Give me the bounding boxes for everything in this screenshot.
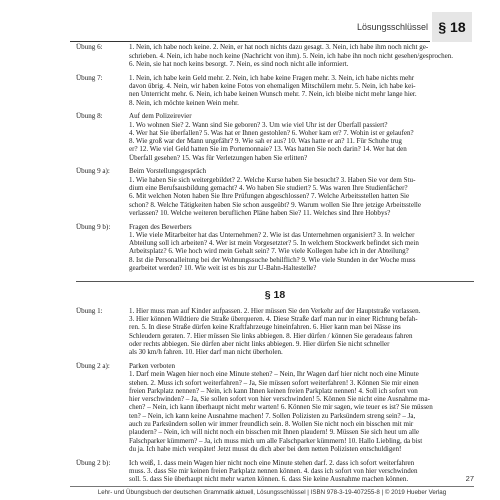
header-label: Lösungsschlüssel: [356, 22, 428, 32]
footer-text: Lehr- und Übungsbuch der deutschen Grammatik aktuell, Lösungsschlüssel | ISBN 978-3-19-407255-8 | © 2019 Hueber Verlag: [97, 489, 447, 496]
exercise-answer: [129, 74, 474, 107]
exercise-answer: [129, 167, 474, 217]
answer-line: 1. Wo wohnen Sie? 2. Wann sind Sie geboren? 3. Um wie viel Uhr ist der Überfall passiert?: [129, 120, 388, 129]
answer-line: 1. Wie viele Mitarbeiter hat das Unternehmen? 2. Wie ist das Unternehmen organisiert? 3. In welcher: [129, 230, 415, 239]
answer-line: verlassen? 10. Welche weiteren beruflichen Pläne haben Sie? 11. Welches sind Ihre Hobbys?: [129, 208, 391, 217]
exercise-label: Übung 6:: [76, 43, 103, 52]
answer-line: Falschparker kümmern? – Ja, ich muss mich um alle Falschparker kümmern! 10. Hallo Liebling, da bist: [129, 436, 423, 445]
exercise-label: Übung 2 b):: [76, 458, 111, 467]
answer-line: freien Parkplatz nennen? – Nein, ich kann Ihnen keinen freien Parkplatz nennen! 4. Soll ich sofort von: [129, 386, 418, 395]
answer-line: Parken verboten: [129, 361, 175, 370]
answer-line: auch zu Parksündern sollen wir immer freundlich sein. 8. Wollen Sie nicht noch ein bisschen mit mir: [129, 420, 414, 429]
answer-line: ren. 5. In diese Straße dürfen keine Kraftfahrzeuge hineinfahren. 6. Hier kann man bei Nässe ins: [129, 323, 401, 332]
answer-line: 1. Nein, ich habe kein Geld mehr. 2. Nein, ich habe keine Fragen mehr. 3. Nein, ich habe nichts mehr: [129, 73, 415, 82]
exercise-block: [76, 112, 474, 162]
answer-line: Schleudern geraten. 7. Hier müssen Sie links abbiegen. 8. Hier dürfen / können Sie geradeaus fahren: [129, 331, 413, 340]
answer-line: plaudern? – Nein, ich will nicht noch ein bisschen mit Ihnen plaudern! 9. Müssen Sie sich heut um alle: [129, 428, 420, 437]
exercise-answer: [129, 223, 474, 273]
answer-line: du ja. Ich habe mich verspätet! Jetzt musst du dich aber bei dem netten Polizisten entschuldigen!: [129, 444, 402, 453]
exercise-block: [76, 223, 474, 273]
answer-line: Fragen des Bewerbers: [129, 222, 192, 231]
answer-line: 8. Nein, ich möchte keinen Wein mehr.: [129, 98, 239, 107]
answer-line: ten? – Nein, ich kann keine Ausnahme machen! 7. Sollen Polizisten zu Parksündern streng sein? – Ja,: [129, 411, 416, 420]
section-badge: § 18: [432, 12, 472, 42]
answer-line: 1. Hier muss man auf Kinder aufpassen. 2. Hier müssen Sie den Verkehr auf der Hauptstraße vorlassen.: [129, 306, 421, 315]
page-footer: [70, 474, 474, 496]
exercise-label: Übung 2 a):: [76, 361, 110, 370]
footer-rule: [70, 486, 474, 487]
answer-line: dium eine Berufsausbildung gemacht? 4. Wo haben Sie studiert? 5. Was waren Ihre Studienfächer?: [129, 184, 408, 193]
answer-line: Überfall gesehen? 15. Was für Verletzungen haben Sie erlitten?: [129, 153, 308, 162]
answer-line: davon übrig. 4. Nein, wir haben keine Fotos von ehemaligen Mitschülern mehr. 5. Nein, ich habe kei-: [129, 81, 416, 90]
answer-line: Ich weiß, 1. dass mein Wagen hier nicht noch eine Minute stehen darf. 2. dass ich sofort weiterfahren: [129, 458, 415, 467]
exercise-answer: [129, 362, 474, 453]
page-number: 27: [465, 474, 474, 483]
exercise-answer: [129, 112, 474, 162]
answer-line: chen? – Nein, ich kann überhaupt nicht mehr warten! 6. Können Sie mir sagen, wie teuer es ist? Sie müssen: [129, 403, 433, 412]
exercise-block: [76, 43, 474, 68]
answer-line: schrieben. 4. Nein, ich habe noch keine (Nachricht von ihm). 5. Nein, ich habe ihn noch nicht gesehen/gesprochen.: [129, 51, 454, 60]
exercise-block: [76, 167, 474, 217]
section-18-title: § 18: [264, 289, 286, 302]
answer-line: 6. Nein, sie hat noch keins besorgt. 7. Nein, es sind noch nicht alle informiert.: [129, 59, 349, 68]
exercise-label: Übung 7:: [76, 73, 103, 82]
answer-line: 3. Hier können Wildtiere die Straße überqueren. 4. Diese Straße darf man nur in einer Richtung befah-: [129, 315, 418, 324]
answer-line: 8. Wie groß war der Mann ungefähr? 9. Wie sah er aus? 10. Was hatte er an? 11. Für Schuhe trug: [129, 137, 402, 146]
answer-line: 1. Nein, ich habe noch keine. 2. Nein, er hat noch nichts dazu gesagt. 3. Nein, ich habe ihm noch nicht ge-: [129, 43, 429, 52]
answer-line: Abteilung soll ich arbeiten? 4. Wer ist mein Vorgesetzter? 5. In welchem Stockwerk befindet sich mein: [129, 239, 419, 248]
exercise-block: [76, 74, 474, 107]
answer-line: nen Unterricht mehr. 6. Nein, ich habe keinen Wunsch mehr. 7. Nein, ich bleibe nicht mehr lange hier.: [129, 90, 417, 99]
exercise-label: Übung 9 a):: [76, 167, 110, 176]
answer-line: er? 12. Wie viel Geld hatten Sie im Portemonnaie? 13. Was hatten Sie noch darin? 14. Wer hat den: [129, 145, 407, 154]
answer-line: oder rechts abbiegen. Sie dürfen aber nicht links abbiegen. 9. Hier dürfen Sie nicht schneller: [129, 339, 390, 348]
answer-line: 6. Mit welchen Noten haben Sie Ihre Prüfungen abgeschlossen? 7. Welche Arbeitsstellen hatten Sie: [129, 192, 410, 201]
exercise-label: Übung 8:: [76, 112, 103, 121]
exercise-answer: [129, 307, 474, 357]
exercise-label: Übung 9 b):: [76, 222, 111, 231]
page-content: [76, 38, 474, 483]
exercises-section-17: [76, 43, 474, 272]
answer-line: gearbeitet werden? 10. Wie weit ist es bis zur U-Bahn-Haltestelle?: [129, 264, 317, 273]
answer-line: 1. Wie haben Sie sich weitergebildet? 2. Welche Kurse haben Sie besucht? 3. Haben Sie vor dem Stu-: [129, 175, 416, 184]
exercise-block: [76, 307, 474, 357]
section-separator: [76, 281, 474, 282]
answer-line: schon? 8. Welche Tätigkeiten haben Sie schon ausgeübt? 9. Warum wollen Sie Ihre jetzige Arbeitsstelle: [129, 200, 422, 209]
answer-line: als 30 km/h fahren. 10. Hier darf man nicht überholen.: [129, 348, 283, 357]
answer-line: 8. Ist die Personalleitung bei der Wohnungssuche behilflich? 9. Wie viele Stunden in der Woche muss: [129, 255, 416, 264]
answer-line: Beim Vorstellungsgespräch: [129, 167, 207, 176]
answer-line: hier verschwinden? – Ja, Sie sollen sofort von hier verschwinden! 5. Können Sie nicht eine Ausnahme ma-: [129, 395, 430, 404]
exercise-answer: [129, 43, 474, 68]
answer-line: Auf dem Polizeirevier: [129, 112, 192, 121]
answer-line: Arbeitsplatz? 6. Wie hoch wird mein Gehalt sein? 7. Wie viele Kollegen habe ich in der Abteilung?: [129, 247, 409, 256]
exercise-block: [76, 362, 474, 453]
answer-line: stehen. 2. Muss ich sofort weiterfahren? – Ja, Sie müssen sofort weiterfahren! 3. Können Sie mir einen: [129, 378, 419, 387]
exercise-label: Übung 1:: [76, 306, 103, 315]
exercises-section-18: [76, 307, 474, 484]
answer-line: 4. Wer hat Sie überfallen? 5. Was hat er Ihnen gestohlen? 6. Woher kam er? 7. Wohin ist er gelaufen?: [129, 128, 414, 137]
answer-line: soll. 5. dass Sie überhaupt nicht mehr warten können. 6. dass Sie keine Ausnahme machen können.: [129, 475, 409, 484]
answer-line: muss. 3. dass Sie mir keinen freien Parkplatz nennen können. 4. dass ich sofort von hier verschwinden: [129, 466, 418, 475]
answer-line: 1. Darf mein Wagen hier noch eine Minute stehen? – Nein, Ihr Wagen darf hier nicht noch eine Minute: [129, 370, 419, 379]
